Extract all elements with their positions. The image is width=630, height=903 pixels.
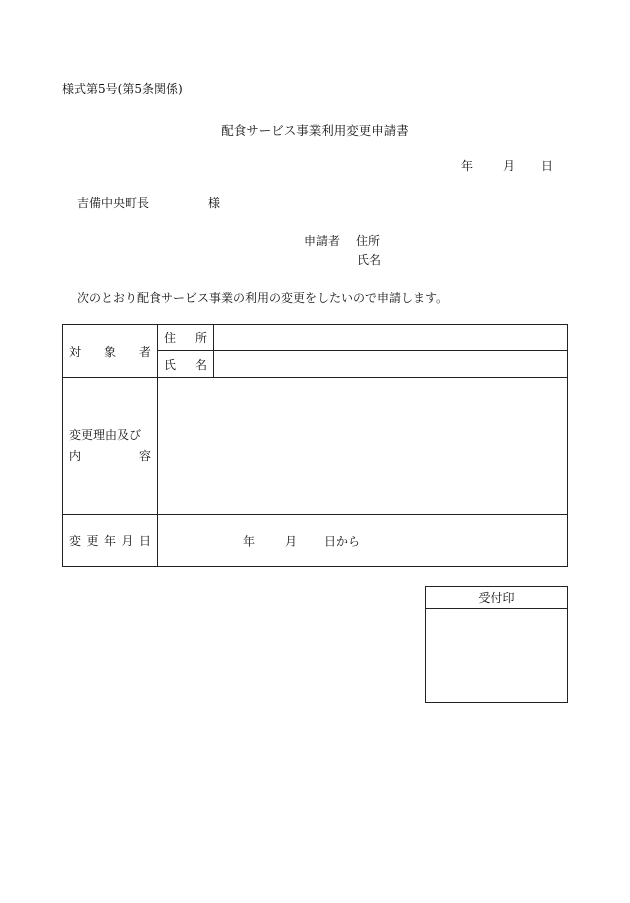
reception-stamp-label: 受付印 — [426, 587, 568, 609]
change-date-label-char: 年 — [103, 534, 116, 548]
date-day-label: 日 — [541, 159, 554, 173]
application-table — [62, 324, 568, 567]
reason-label-char: 内 — [69, 449, 82, 463]
name-label-char: 名 — [194, 357, 207, 372]
applicant-address-label: 住所 — [356, 234, 381, 248]
reception-stamp-box — [425, 586, 568, 703]
change-date-field[interactable] — [158, 515, 568, 567]
subject-address-label-cell — [158, 325, 214, 351]
change-month-label: 月 — [285, 534, 298, 548]
change-date-label-char: 更 — [86, 534, 99, 548]
subject-label-char: 対 — [69, 344, 82, 359]
change-date-label-cell — [63, 515, 158, 567]
subject-address-field[interactable] — [214, 325, 568, 351]
change-from-label: 日から — [324, 534, 361, 548]
subject-label-char: 象 — [103, 344, 116, 359]
reason-label-char: 容 — [138, 449, 151, 463]
document-title: 配食サービス事業利用変更申請書 — [221, 123, 409, 138]
subject-label-cell — [63, 325, 158, 378]
addressee-name: 吉備中央町長 — [77, 196, 150, 210]
subject-name-label-cell — [158, 351, 214, 378]
address-label-char: 所 — [194, 331, 207, 345]
address-label-char: 住 — [164, 331, 177, 345]
subject-name-field[interactable] — [214, 351, 568, 378]
date-month-label: 月 — [503, 159, 516, 173]
change-date-label-char: 変 — [69, 534, 82, 548]
intro-text: 次のとおり配食サービス事業の利用の変更をしたいので申請します。 — [77, 291, 449, 305]
change-date-label-char: 日 — [138, 534, 151, 548]
change-year-label: 年 — [243, 534, 256, 548]
name-label-char: 氏 — [164, 357, 177, 372]
change-date-label-char: 月 — [121, 534, 134, 548]
form-number: 様式第5号(第5条関係) — [62, 82, 183, 96]
reception-stamp-area — [426, 609, 568, 703]
reason-field[interactable] — [158, 378, 568, 515]
addressee-honorific: 様 — [208, 196, 221, 210]
date-year-label: 年 — [461, 159, 474, 173]
subject-label-char: 者 — [138, 344, 151, 359]
reason-label-cell — [63, 378, 158, 515]
applicant-name-label: 氏名 — [357, 253, 382, 267]
applicant-label: 申請者 — [304, 234, 341, 248]
reason-label-line1: 変更理由及び — [69, 428, 142, 442]
